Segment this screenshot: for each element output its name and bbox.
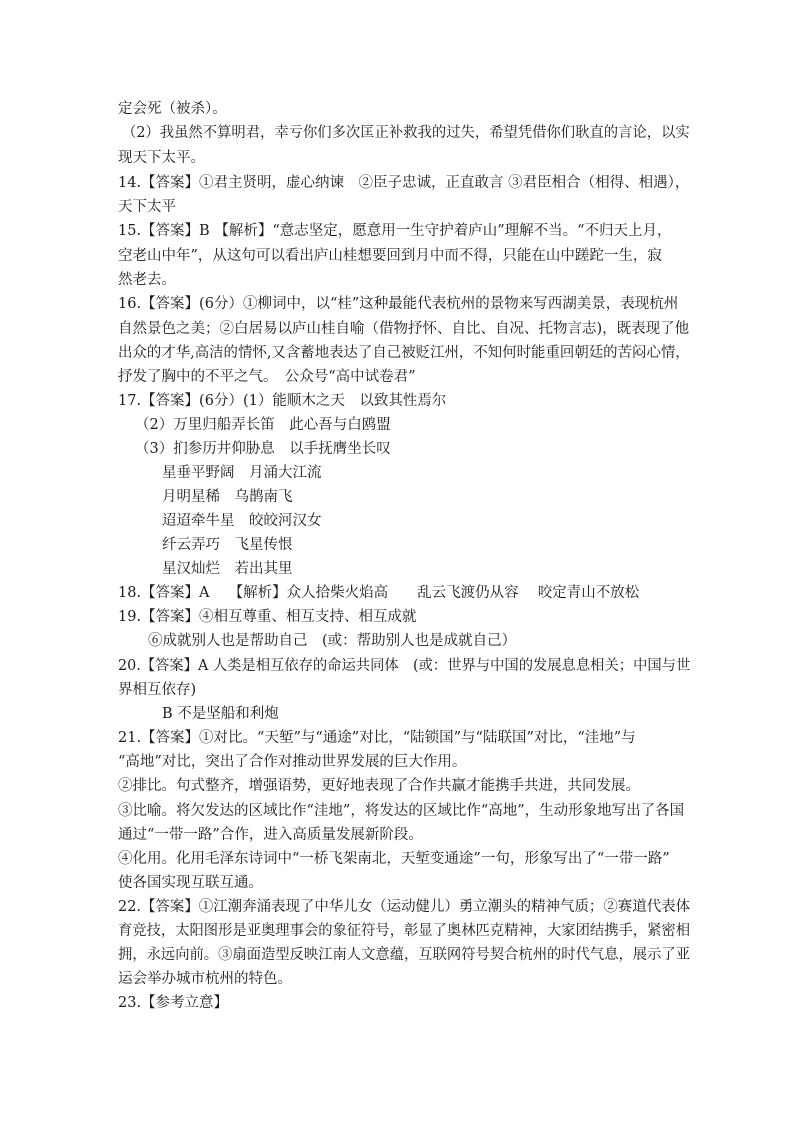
text-line: 然老去。 <box>118 272 176 288</box>
text-line: 空老山中年”，从这句可以看出庐山桂想要回到月中而不得，只能在山中蹉跎一生，寂 <box>118 248 662 264</box>
text-line: ⑥成就别人也是帮助自己 (或：帮助别人也是成就自己） <box>148 633 517 649</box>
text-line: 19.【答案】④相互尊重、相互支持、相互成就 <box>118 609 417 625</box>
text-line: 拥，永远向前。③扇面造型反映江南人文意蕴，互联网符号契合杭州的时代气息，展示了亚 <box>118 947 690 963</box>
text-line: 现天下太平。 <box>118 150 205 166</box>
text-line: 纤云弄巧 飞星传恨 <box>162 537 293 553</box>
text-line: 出众的才华,高洁的情怀,又含蓄地表达了自己被贬江州，不知何时能重回朝廷的苦闷心情， <box>118 345 690 361</box>
text-line: 迢迢牵牛星 皎皎河汉女 <box>162 513 322 529</box>
text-line: 16.【答案】(6分）①柳词中，以“桂”这种最能代表杭州的景物来写西湖美景，表现杭州 <box>118 296 679 312</box>
text-line: 14.【答案】①君主贤明，虚心纳谏 ②臣子忠诚，正直敢言 ③君臣相合（相得、相遇）， <box>118 175 690 191</box>
text-line: 星汉灿烂 若出其里 <box>162 561 293 577</box>
text-line: 抒发了胸中的不平之气。 公众号“高中试卷君” <box>118 369 416 385</box>
text-line: B 不是坚船和利炮 <box>162 706 279 722</box>
text-line: 定会死（被杀）。 <box>118 101 227 117</box>
text-line: （3）扪参历井仰胁息 以手抚膺坐长叹 <box>135 441 391 457</box>
text-line: （2）我虽然不算明君，幸亏你们多次匡正补救我的过失，希望凭借你们耿直的言论，以实 <box>122 125 690 141</box>
text-line: ②排比。句式整齐，增强语势，更好地表现了合作共赢才能携手共进，共同发展。 <box>118 778 640 794</box>
text-line: 23.【参考立意】 <box>118 995 229 1011</box>
text-line: （2）万里归船弄长笛 此心吾与白鸥盟 <box>135 417 391 433</box>
text-line: 育竞技，太阳图形是亚奥理事会的象征符号，彰显了奥林匹克精神，大家团结携手，紧密相 <box>118 923 690 939</box>
text-line: 自然景色之美；②白居易以庐山桂自喻（借物抒怀、自比、自况、托物言志)，既表现了他 <box>118 321 690 337</box>
text-line: 18.【答案】A 【解析】众人拾柴火焰高 乱云飞渡仍从容 咬定青山不放松 <box>118 585 640 601</box>
text-line: ④化用。化用毛泽东诗词中“一桥飞架南北，天堑变通途”一句，形象写出了“一带一路” <box>118 851 670 867</box>
text-line: 17.【答案】(6分）(1）能顺木之天 以致其性焉尔 <box>118 393 447 409</box>
text-line: 15.【答案】B 【解析】“意志坚定，愿意用一生守护着庐山”理解不当。“不归天上月， <box>118 223 672 239</box>
text-line: 月明星稀 乌鹊南飞 <box>162 489 293 505</box>
text-line: 22.【答案】①江潮奔涌表现了中华儿女（运动健儿）勇立潮头的精神气质；②赛道代表体 <box>118 899 691 915</box>
text-line: 20.【答案】A 人类是相互依存的命运共同体 (或：世界与中国的发展息息相关；中国与世 <box>118 658 691 674</box>
text-line: 运会举办城市杭州的特色。 <box>118 971 292 987</box>
text-line: 通过“一带一路”合作，进入高质量发展新阶段。 <box>118 827 423 843</box>
text-line: “高地”对比，突出了合作对推动世界发展的巨大作用。 <box>118 754 467 770</box>
text-line: 21.【答案】①对比。“天堑”与“通途”对比，“陆锁国”与“陆联国”对比，“洼地”与 <box>118 730 636 746</box>
text-line: 使各国实现互联互通。 <box>118 875 263 891</box>
text-line: 界相互依存) <box>118 682 197 698</box>
text-line: 天下太平 <box>118 199 176 215</box>
text-line: 星垂平野阔 月涌大江流 <box>162 465 322 481</box>
text-line: ③比喻。将欠发达的区域比作“洼地”，将发达的区域比作“高地”，生动形象地写出了各国 <box>118 803 685 819</box>
